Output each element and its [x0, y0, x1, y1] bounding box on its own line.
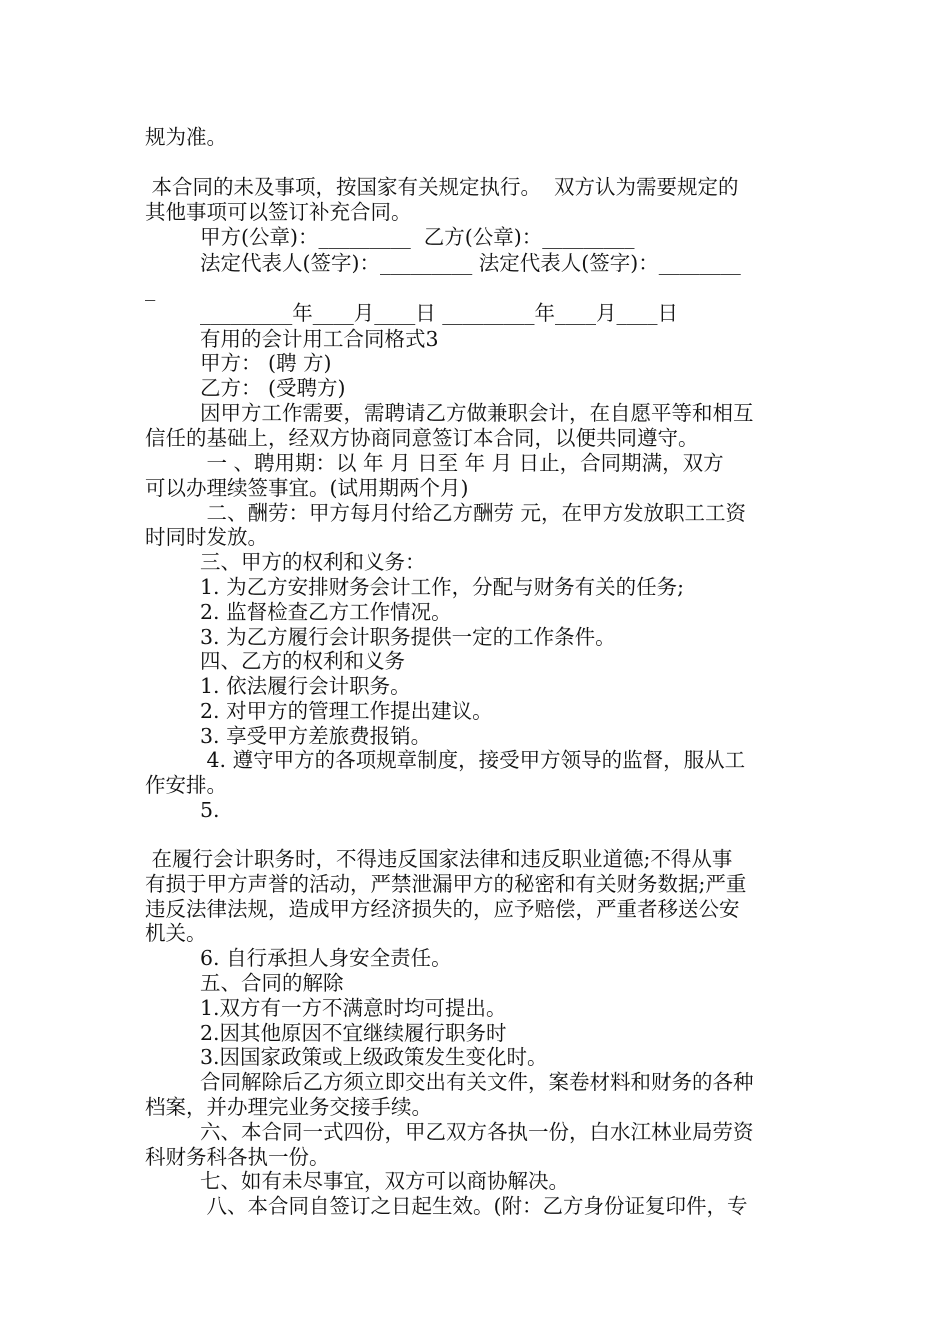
text-line: 二、酬劳：甲方每月付给乙方酬劳 元，在甲方发放职工工资: [200, 501, 747, 525]
text-line: 5.: [200, 798, 220, 822]
party-a: 甲方： (聘 方): [200, 351, 332, 375]
text-line: 八、本合同自签订之日起生效。(附：乙方身份证复印件，专: [200, 1194, 748, 1218]
text-line: 2.因其他原因不宜继续履行职务时: [200, 1021, 507, 1045]
text-line: 2. 对甲方的管理工作提出建议。: [200, 699, 493, 723]
text-line: 信任的基础上，经双方协商同意签订本合同，以便共同遵守。: [145, 426, 699, 450]
text-line: 1. 依法履行会计职务。: [200, 674, 411, 698]
text-line: 规为准。: [145, 125, 227, 149]
text-line: 合同解除后乙方须立即交出有关文件，案卷材料和财务的各种: [200, 1070, 754, 1094]
text-line: 七、如有未尽事宜，双方可以商协解决。: [200, 1169, 569, 1193]
text-line: 3. 为乙方履行会计职务提供一定的工作条件。: [200, 625, 616, 649]
text-line: 作安排。: [145, 773, 227, 797]
text-line: 机关。: [145, 921, 207, 945]
text-line: 档案，并办理完业务交接手续。: [145, 1095, 432, 1119]
signature-line-seal: 甲方(公章)：_________ 乙方(公章)：_________: [200, 225, 635, 249]
date-line: _________年____月____日 _________年____月____日: [200, 301, 679, 325]
section-title: 有用的会计用工合同格式3: [200, 327, 439, 351]
text-line: 五、合同的解除: [200, 971, 344, 995]
text-line: 在履行会计职务时，不得违反国家法律和违反职业道德;不得从事: [145, 847, 733, 871]
text-line: 因甲方工作需要，需聘请乙方做兼职会计，在自愿平等和相互: [200, 401, 754, 425]
text-line: 可以办理续签事宜。(试用期两个月): [145, 476, 469, 500]
text-line: 1. 为乙方安排财务会计工作，分配与财务有关的任务;: [200, 575, 684, 599]
text-line: 四、乙方的权利和义务: [200, 649, 405, 673]
text-line: 3. 享受甲方差旅费报销。: [200, 724, 432, 748]
text-line: _: [145, 277, 156, 301]
text-line: 其他事项可以签订补充合同。: [145, 200, 412, 224]
signature-line-representative: 法定代表人(签字)：_________ 法定代表人(签字)：________: [200, 251, 741, 275]
text-line: 6. 自行承担人身安全责任。: [200, 946, 452, 970]
text-line: 1.双方有一方不满意时均可提出。: [200, 996, 507, 1020]
text-line: 3.因国家政策或上级政策发生变化时。: [200, 1045, 548, 1069]
party-b: 乙方： (受聘方): [200, 376, 346, 400]
text-line: 2. 监督检查乙方工作情况。: [200, 600, 452, 624]
text-line: 有损于甲方声誉的活动，严禁泄漏甲方的秘密和有关财务数据;严重: [145, 872, 747, 896]
text-line: 六、本合同一式四份，甲乙双方各执一份，白水江林业局劳资: [200, 1120, 754, 1144]
text-line: 本合同的未及事项，按国家有关规定执行。 双方认为需要规定的: [145, 175, 739, 199]
text-line: 一 、聘用期：以 年 月 日至 年 月 日止，合同期满，双方: [200, 451, 724, 475]
text-line: 三、甲方的权利和义务：: [200, 550, 426, 574]
text-line: 科财务科各执一份。: [145, 1145, 330, 1169]
text-line: 时同时发放。: [145, 525, 268, 549]
text-line: 4. 遵守甲方的各项规章制度，接受甲方领导的监督，服从工: [200, 748, 746, 772]
text-line: 违反法律法规，造成甲方经济损失的，应予赔偿，严重者移送公安: [145, 897, 740, 921]
